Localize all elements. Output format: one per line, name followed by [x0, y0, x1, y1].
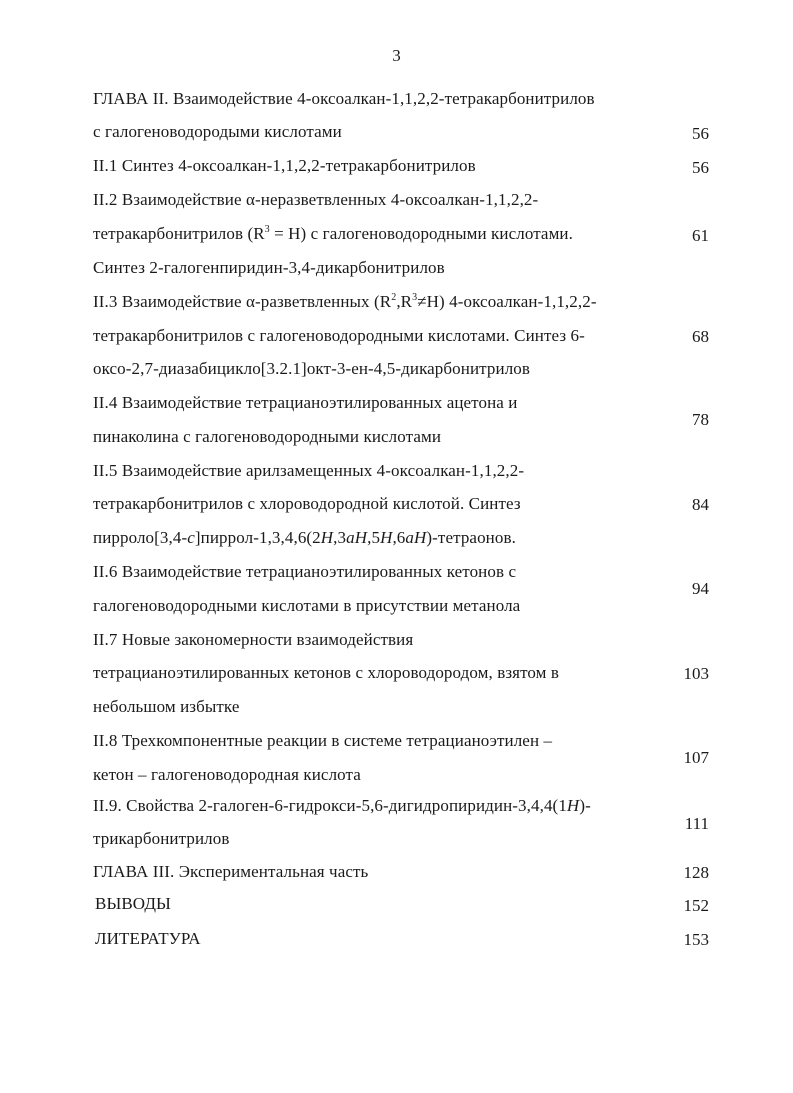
toc-line: оксо-2,7-диазабицикло[3.2.1]окт-3-ен-4,5-дикарбонитрилов: [93, 359, 530, 378]
toc-line: тетракарбонитрилов с галогеноводородными кислотами. Синтез 6-: [93, 326, 585, 345]
toc-line: ЛИТЕРАТУРА: [95, 929, 201, 948]
toc-line: II.7 Новые закономерности взаимодействия: [93, 630, 414, 649]
toc-page-number: 94: [692, 579, 709, 598]
toc-line: II.6 Взаимодействие тетрацианоэтилированных кетонов с: [93, 562, 517, 581]
toc-line: II.2 Взаимодействие α-неразветвленных 4-оксоалкан-1,1,2,2-: [93, 190, 539, 209]
toc-line: с галогеноводородыми кислотами: [93, 122, 342, 141]
toc-line: II.3 Взаимодействие α-разветвленных $(R^2,R^3\ne H)$ 4-оксоалкан-1,1,2,2-: [93, 292, 597, 311]
toc-line: тетракарбонитрилов с хлороводородной кислотой. Синтез: [93, 494, 521, 513]
toc-page-number: 56: [692, 158, 709, 177]
toc-line: II.5 Взаимодействие арилзамещенных 4-оксоалкан-1,1,2,2-: [93, 461, 525, 480]
toc-page-number: 103: [683, 664, 709, 683]
toc-line: небольшом избытке: [93, 697, 240, 716]
page-number: 3: [392, 46, 401, 65]
toc-page-number: 78: [692, 410, 709, 429]
toc-line: тетракарбонитрилов $(R^3 = H)$ с галогеноводородными кислотами.: [93, 224, 573, 243]
toc-line: II.1 Синтез 4-оксоалкан-1,1,2,2-тетракарбонитрилов: [93, 156, 476, 175]
toc-line: пирроло[3,4-c]пиррол-1,3,4,6(2H,3aH,5H,6aH)-тетраонов.: [93, 528, 516, 547]
toc-page-number: 152: [683, 896, 709, 915]
toc-line: ГЛАВА II. Взаимодействие 4-оксоалкан-1,1,2,2-тетракарбонитрилов: [93, 89, 595, 108]
toc-line: ГЛАВА III. Экспериментальная часть: [93, 862, 369, 881]
toc-page-number: 111: [684, 814, 709, 833]
toc-page-number: 128: [683, 863, 709, 882]
toc-line: Синтез 2-галогенпиридин-3,4-дикарбонитрилов: [93, 258, 445, 277]
toc-page-number: 56: [692, 124, 709, 143]
toc-page-number: 153: [683, 930, 709, 949]
toc-page-number: 84: [692, 495, 709, 514]
toc-line: II.4 Взаимодействие тетрацианоэтилированных ацетона и: [93, 393, 518, 412]
toc-page-number: 107: [683, 748, 709, 767]
toc-line: ВЫВОДЫ: [95, 894, 171, 913]
toc-line: II.8 Трехкомпонентные реакции в системе тетрацианоэтилен –: [93, 731, 553, 750]
toc-line: тетрацианоэтилированных кетонов с хлороводородом, взятом в: [93, 663, 560, 682]
toc-page-number: 68: [692, 327, 709, 346]
toc-line: пинаколина с галогеноводородными кислотами: [93, 427, 442, 446]
toc-page-number: 61: [692, 226, 709, 245]
toc-line: кетон – галогеноводородная кислота: [93, 765, 361, 784]
toc-line: II.9. Свойства 2-галоген-6-гидрокси-5,6-дигидропиридин-3,4,4(1H)-: [93, 796, 591, 815]
toc-line: трикарбонитрилов: [93, 829, 230, 848]
toc-line: галогеноводородными кислотами в присутствии метанола: [93, 596, 521, 615]
